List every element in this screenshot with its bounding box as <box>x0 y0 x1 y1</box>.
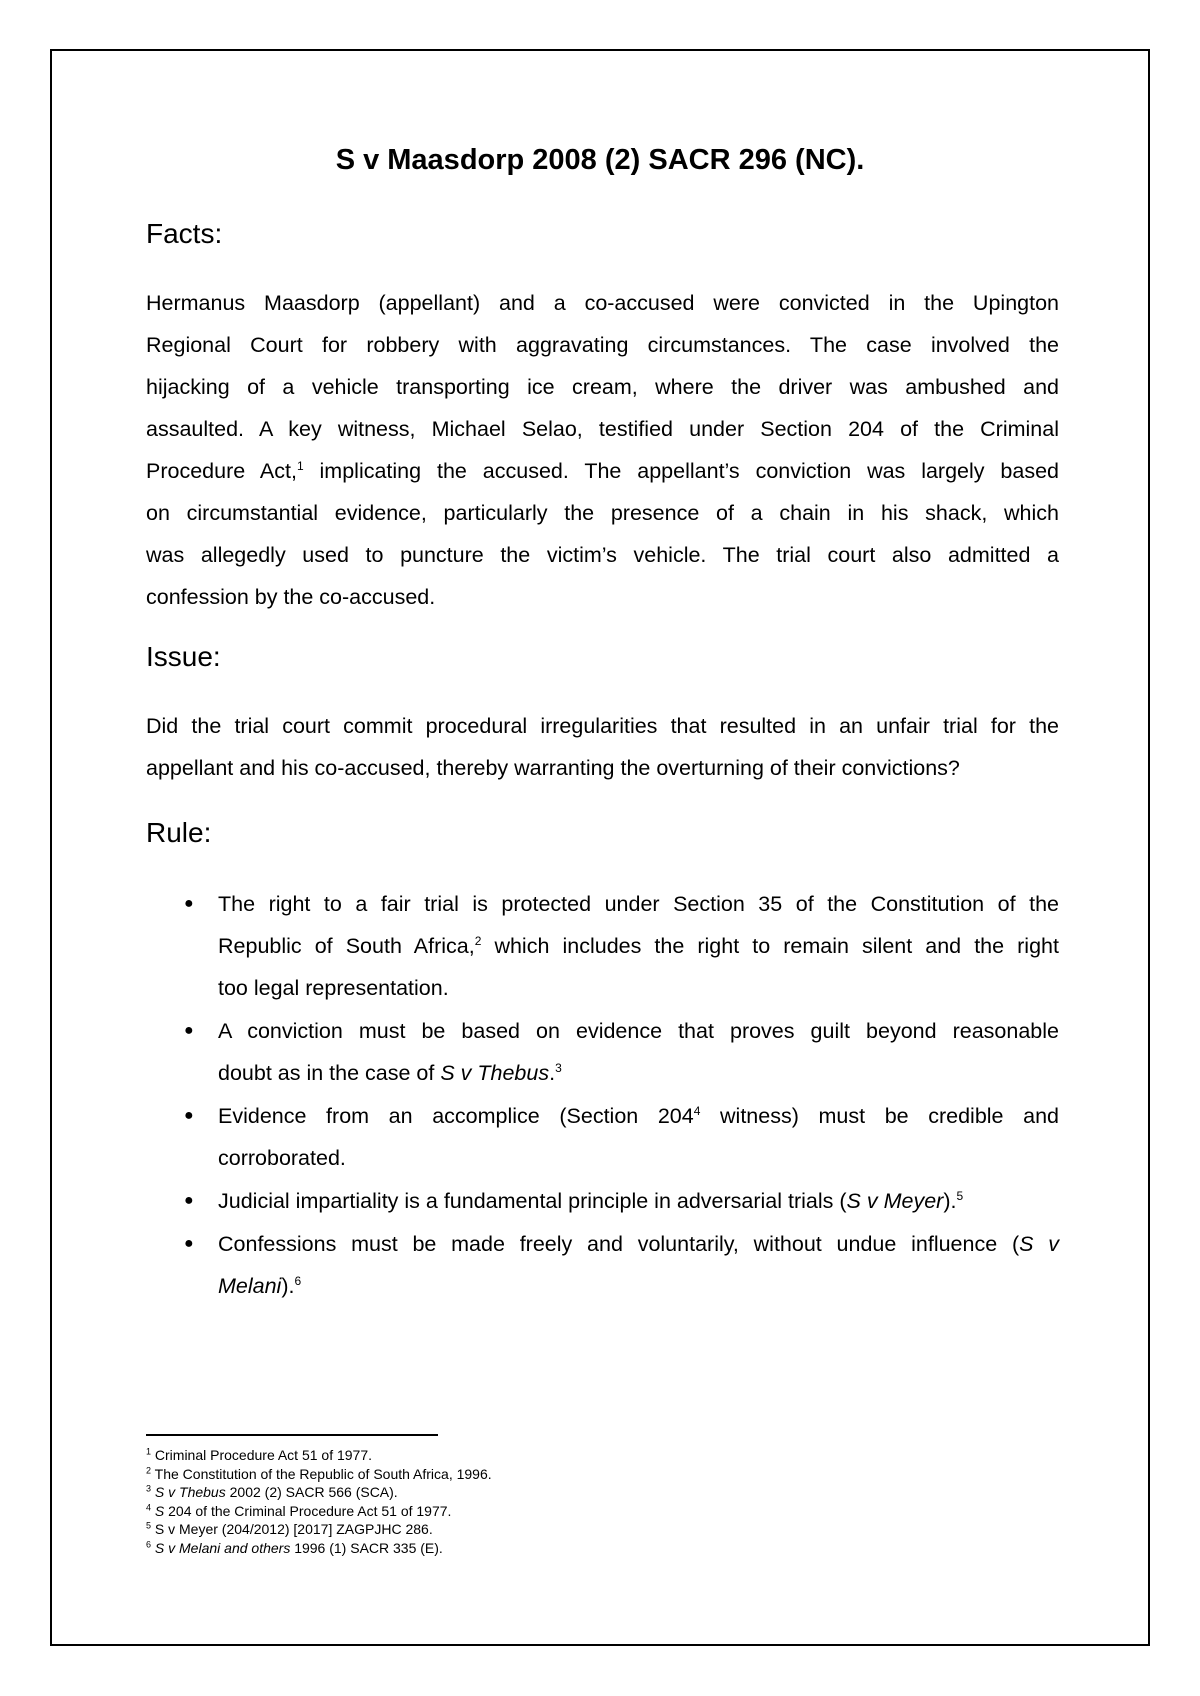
bullet-icon: ● <box>184 895 194 912</box>
case-name: Melani <box>218 1274 282 1298</box>
case-name: S v Meyer <box>846 1189 944 1213</box>
footnote-separator <box>146 1434 438 1436</box>
facts-line: Hermanus Maasdorp (appellant) and a co-accused were convicted in the Upington <box>146 291 1059 315</box>
footnote: $^4$ S 204 of the Criminal Procedure Act 51 of 1977. <box>146 1501 452 1519</box>
footnote: $^6$ S v Melani and others 1996 (1) SACR 335 (E). <box>146 1538 443 1556</box>
bullet-icon: ● <box>184 1192 194 1209</box>
footnote-ref: 5 <box>956 1188 964 1203</box>
bullet-icon: ● <box>184 1022 194 1039</box>
facts-line: Regional Court for robbery with aggravating circumstances. The case involved the <box>146 333 1059 357</box>
issue-line: Did the trial court commit procedural irregularities that resulted in an unfair trial for the <box>146 714 1059 738</box>
footnote: $^1$ Criminal Procedure Act 51 of 1977. <box>146 1446 373 1463</box>
facts-paragraph <box>146 282 1059 618</box>
rule-list <box>146 883 1059 1308</box>
facts-line: was allegedly used to puncture the victim’s vehicle. The trial court also admitted a <box>146 543 1059 567</box>
list-item: ● Evidence from an accomplice (Section $204^4$ witness) must be credible and corroborated. <box>146 1095 1059 1179</box>
footnote: $^2$ The Constitution of the Republic of South Africa, 1996. <box>146 1464 492 1482</box>
facts-line: confession by the co-accused. <box>146 585 436 609</box>
footnote-ref: 2 <box>474 933 482 948</box>
issue-line: appellant and his co-accused, thereby warranting the overturning of their convictions? <box>146 756 960 780</box>
facts-heading: Facts: <box>146 218 223 249</box>
facts-line: Procedure Act,$^1$ implicating the accused. The appellant’s conviction was largely based <box>146 458 1059 483</box>
list-item: ● Judicial impartiality is a fundamental principle in adversarial trials (S v Meyer).$^5$ <box>146 1180 1059 1222</box>
list-item: ● Confessions must be made freely and voluntarily, without undue influence (S v Melani).$^6$ <box>146 1223 1059 1307</box>
footnote-ref: 1 <box>296 458 304 473</box>
issue-paragraph <box>146 705 1059 789</box>
footnote-ref: 3 <box>555 1060 562 1075</box>
case-name: S v <box>1019 1232 1059 1256</box>
issue-heading: Issue: <box>146 641 221 672</box>
case-title: S v Maasdorp 2008 (2) SACR 296 (NC). <box>335 144 865 176</box>
facts-line: assaulted. A key witness, Michael Selao, testified under Section 204 of the Criminal <box>146 417 1059 441</box>
footnote: $^3$ S v Thebus 2002 (2) SACR 566 (SCA). <box>146 1483 398 1500</box>
footnote: $^5$ S v Meyer (204/2012) [2017] ZAGPJHC 286. <box>146 1520 433 1537</box>
facts-line: hijacking of a vehicle transporting ice cream, where the driver was ambushed and <box>146 375 1059 399</box>
footnote-ref: 6 <box>294 1273 302 1288</box>
facts-line: on circumstantial evidence, particularly the presence of a chain in his shack, which <box>146 501 1059 525</box>
list-item: ● A conviction must be based on evidence that proves guilt beyond reasonable doubt as in the case of S v Thebus.$^3$ <box>146 1010 1059 1094</box>
footnotes <box>146 1446 1046 1557</box>
case-name: S v Thebus <box>440 1061 550 1085</box>
bullet-icon: ● <box>184 1107 194 1124</box>
bullet-icon: ● <box>184 1235 194 1252</box>
footnote-ref: 4 <box>693 1103 701 1118</box>
list-item: ● The right to a fair trial is protected under Section 35 of the Constitution of the Republic of South Africa,$^2$ which includes the right to remain silent and the right too legal representation. <box>146 883 1059 1009</box>
rule-heading: Rule: <box>146 817 212 848</box>
